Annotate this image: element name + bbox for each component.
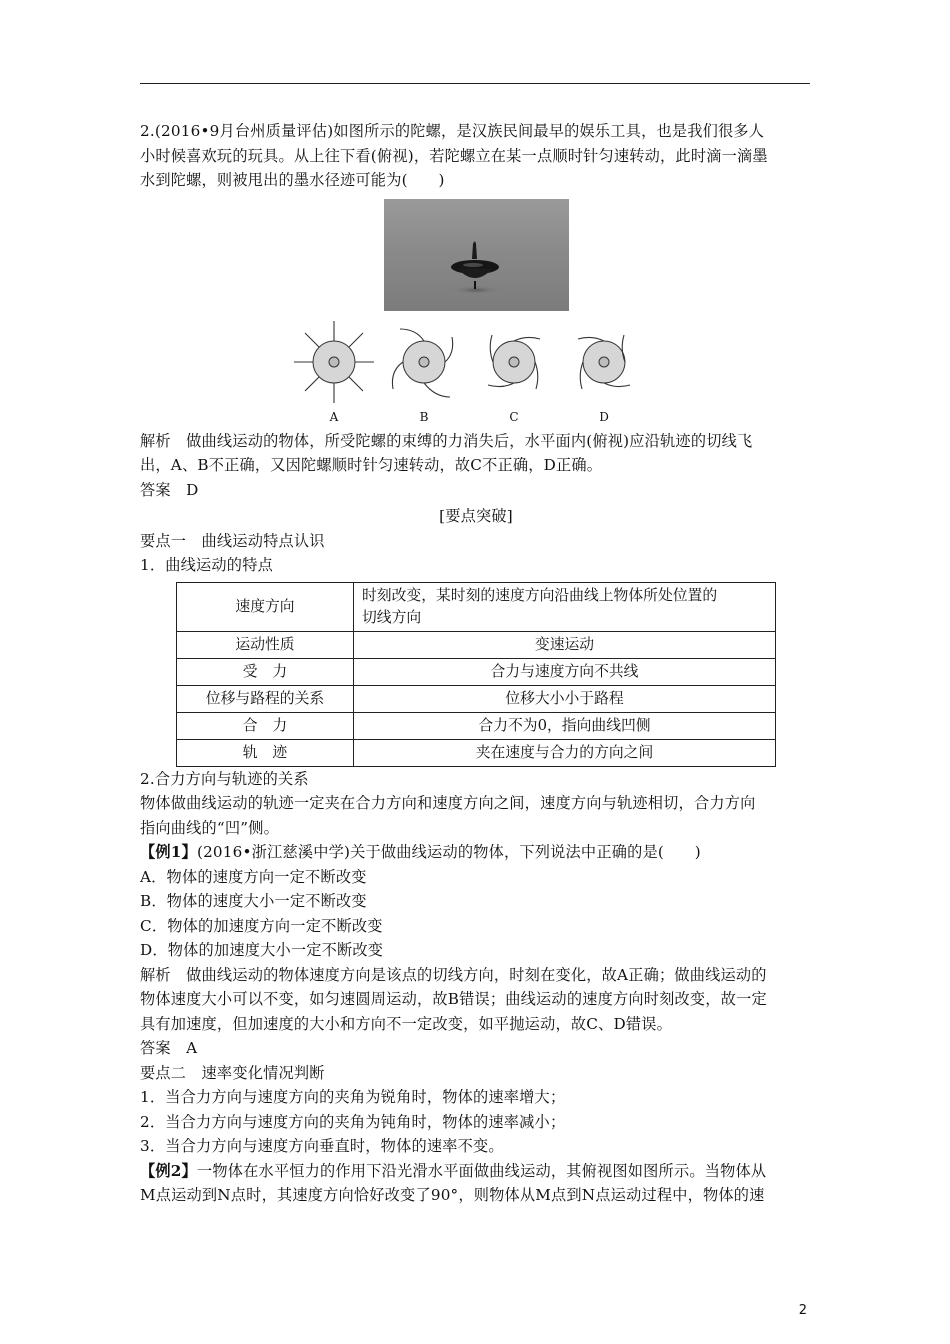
table-value: 位移大小小于路程: [354, 685, 776, 712]
header-rule: [140, 83, 810, 84]
example2-tag: 【例2】: [140, 1161, 197, 1180]
section-title: [要点突破]: [439, 507, 513, 525]
table-key: 速度方向: [177, 582, 354, 631]
point1-sub2-line: 指向曲线的“凹”侧。: [140, 818, 280, 837]
table-value-line: 切线方向: [362, 608, 422, 626]
point1-sub1: 1．曲线运动的特点: [140, 556, 273, 574]
example1-option: D．物体的加速度大小一定不断改变: [140, 941, 384, 959]
example1-option: C．物体的加速度方向一定不断改变: [140, 916, 383, 935]
point2-title: 要点二 速率变化情况判断: [140, 1063, 325, 1082]
option-label: A: [329, 409, 339, 424]
table-row: [177, 685, 776, 712]
table-key: 位移与路程的关系: [177, 685, 354, 712]
table-key: 受 力: [177, 658, 354, 685]
point2-item: 3．当合力方向与速度方向垂直时，物体的速率不变。: [140, 1137, 504, 1155]
point1-sub2-line: 物体做曲线运动的轨迹一定夹在合力方向和速度方向之间，速度方向与轨迹相切，合力方向: [140, 794, 756, 812]
table-value: [354, 582, 776, 631]
point1-title: 要点一 曲线运动特点认识: [140, 531, 325, 550]
point2-item: 1．当合力方向与速度方向的夹角为锐角时，物体的速率增大；: [140, 1088, 566, 1106]
question2-line: 小时候喜欢玩的玩具。从上往下看(俯视)，若陀螺立在某一点顺时针匀速转动，此时滴一滴墨: [140, 146, 768, 165]
table-key: 运动性质: [177, 631, 354, 658]
page-number: 2: [798, 1303, 807, 1318]
example1-analysis: 物体速度大小可以不变，如匀速圆周运动，故B错误；曲线运动的速度方向时刻改变，故一定: [140, 990, 767, 1008]
table-value: 合力与速度方向不共线: [354, 658, 776, 685]
option-b-figure: [392, 329, 452, 397]
table-row: [177, 712, 776, 739]
table-value: 合力不为0，指向曲线凹侧: [354, 712, 776, 739]
question2-analysis: 出，A、B不正确，又因陀螺顺时针匀速转动，故C不正确，D正确。: [140, 456, 603, 474]
option-label: B: [419, 409, 429, 424]
option-label: C: [509, 409, 519, 424]
example2-line: M点运动到N点时，其速度方向恰好改变了90°，则物体从M点到N点运动过程中，物体的速: [140, 1186, 765, 1204]
page-content: [140, 119, 812, 1208]
ink-trajectory-diagram: [290, 319, 662, 429]
example1-answer: 答案 A: [140, 1039, 198, 1057]
option-label: D: [599, 409, 609, 424]
example1-tag: 【例1】: [140, 843, 197, 861]
example1-option: B．物体的速度大小一定不断改变: [140, 892, 367, 910]
example1-analysis: 解析 做曲线运动的物体速度方向是该点的切线方向，时刻在变化，故A正确；做曲线运动的: [140, 965, 767, 984]
table-row: [177, 658, 776, 685]
point1-sub2: 2.合力方向与轨迹的关系: [140, 769, 309, 788]
example1-option: A．物体的速度方向一定不断改变: [140, 867, 367, 886]
table-value: 变速运动: [354, 631, 776, 658]
example1-stem: [140, 840, 812, 865]
table-key: 轨 迹: [177, 739, 354, 766]
curve-motion-table: [176, 582, 776, 767]
example1-analysis: 具有加速度，但加速度的大小和方向不一定改变，如平抛运动，故C、D错误。: [140, 1014, 672, 1033]
spinning-top-photo: [384, 199, 569, 311]
question2-answer: 答案 D: [140, 480, 199, 499]
example1-stem-text: (2016•浙江慈溪中学)关于做曲线运动的物体，下列说法中正确的是( ): [196, 843, 701, 861]
option-a-figure: [294, 321, 374, 403]
option-c-figure: [488, 335, 540, 389]
table-key: 合 力: [177, 712, 354, 739]
option-d-figure: [578, 335, 630, 389]
question2-line: 水到陀螺，则被甩出的墨水径迹可能为( ): [140, 171, 445, 189]
example2-text: 一物体在水平恒力的作用下沿光滑水平面做曲线运动，其俯视图如图所示。当物体从: [196, 1161, 767, 1180]
table-value: 夹在速度与合力的方向之间: [354, 739, 776, 766]
table-row: [177, 582, 776, 631]
question2-line: 2.(2016•9月台州质量评估)如图所示的陀螺，是汉族民间最早的娱乐工具，也是我们很多人: [140, 122, 765, 140]
point2-item: 2．当合力方向与速度方向的夹角为钝角时，物体的速率减小；: [140, 1112, 566, 1131]
table-row: [177, 739, 776, 766]
table-value-line: 时刻改变，某时刻的速度方向沿曲线上物体所处位置的: [362, 586, 718, 604]
table-row: [177, 631, 776, 658]
question2-analysis: 解析 做曲线运动的物体，所受陀螺的束缚的力消失后，水平面内(俯视)应沿轨迹的切线飞: [140, 431, 753, 450]
example2-line: [140, 1159, 812, 1184]
